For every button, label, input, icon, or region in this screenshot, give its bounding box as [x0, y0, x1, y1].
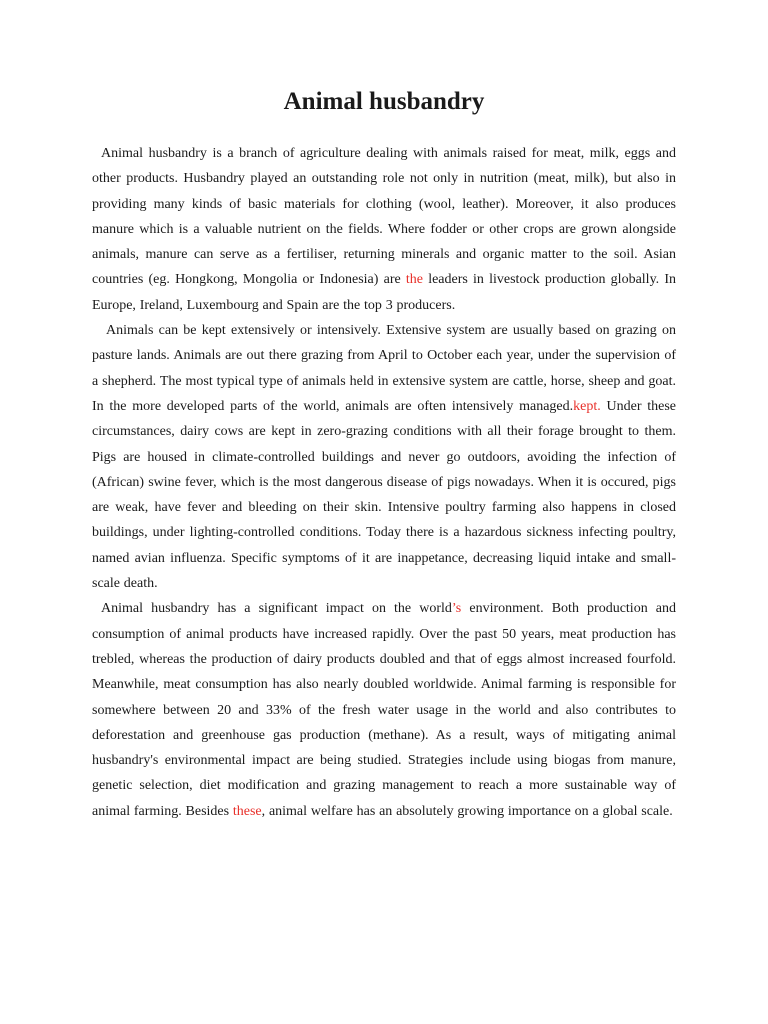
paragraph-keeping-systems	[92, 318, 676, 596]
highlighted-word: ’s	[451, 601, 462, 617]
paragraph-text: Animals can be kept extensively or intensively. Extensive system are usually based on grazing on pasture lands. Animals are out there grazing from April to October each year, under the supervision of a shepherd. The most typical type of animals held in extensive system are cattle, horse, sheep and goat. In the more developed parts of the world, animals are often intensively managed.	[92, 323, 676, 414]
highlighted-word: kept.	[573, 398, 601, 414]
paragraph-text: environment. Both production and consumption of animal products have increased rapidly. Over the past 50 years, meat production has trebled, whereas the production of dairy products doubled and that of eggs almost increased fourfold. Meanwhile, meat consumption has also nearly doubled worldwide. Animal farming is responsible for somewhere between 20 and 33% of the fresh water usage in the world and also contributes to deforestation and greenhouse gas production (methane). As a result, ways of mitigating animal husbandry's environmental impact are being studied. Strategies include using biogas from manure, genetic selection, diet modification and grazing management to reach a more sustainable way of animal farming. Besides	[92, 601, 676, 819]
paragraph-text: leaders in livestock production globally. In Europe, Ireland, Luxembourg and Spain are the top 3 producers.	[92, 272, 677, 313]
paragraph-livestock-overview	[92, 141, 676, 318]
document-title: Animal husbandry	[283, 88, 485, 115]
highlighted-word: the	[405, 272, 424, 288]
paragraph-text: , animal welfare has an absolutely growing importance on a global scale.	[261, 803, 673, 819]
highlighted-word: these	[232, 803, 262, 819]
paragraph-text: Under these circumstances, dairy cows are kept in zero-grazing conditions with all their forage brought to them. Pigs are housed in climate-controlled buildings and never go outdoors, avoiding the infection of (African) swine fever, which is the most dangerous disease of pigs nowadays. When it is occured, pigs are weak, have fever and bleeding on their skin. Intensive poultry farming also happens in closed buildings, under lighting-controlled conditions. Today there is a hazardous sickness infecting poultry, named avian influenza. Specific symptoms of it are inappetance, decreasing liquid intake and small-scale death.	[92, 398, 676, 592]
paragraph-text: Animal husbandry has a significant impact on the world	[101, 601, 452, 617]
paragraph-environmental-impact	[92, 596, 676, 824]
document-page	[92, 0, 676, 1024]
document-body	[92, 141, 676, 824]
paragraph-text: Animal husbandry is a branch of agriculture dealing with animals raised for meat, milk, eggs and other products. Husbandry played an outstanding role not only in nutrition (meat, milk), but also in providing many kinds of basic materials for clothing (wool, leather). Moreover, it also produces manure which is a valuable nutrient on the fields. Where fodder or other crops are grown alongside animals, manure can serve as a fertiliser, returning minerals and organic matter to the soil. Asian countries (eg. Hongkong, Mongolia or Indonesia) are	[92, 146, 676, 288]
